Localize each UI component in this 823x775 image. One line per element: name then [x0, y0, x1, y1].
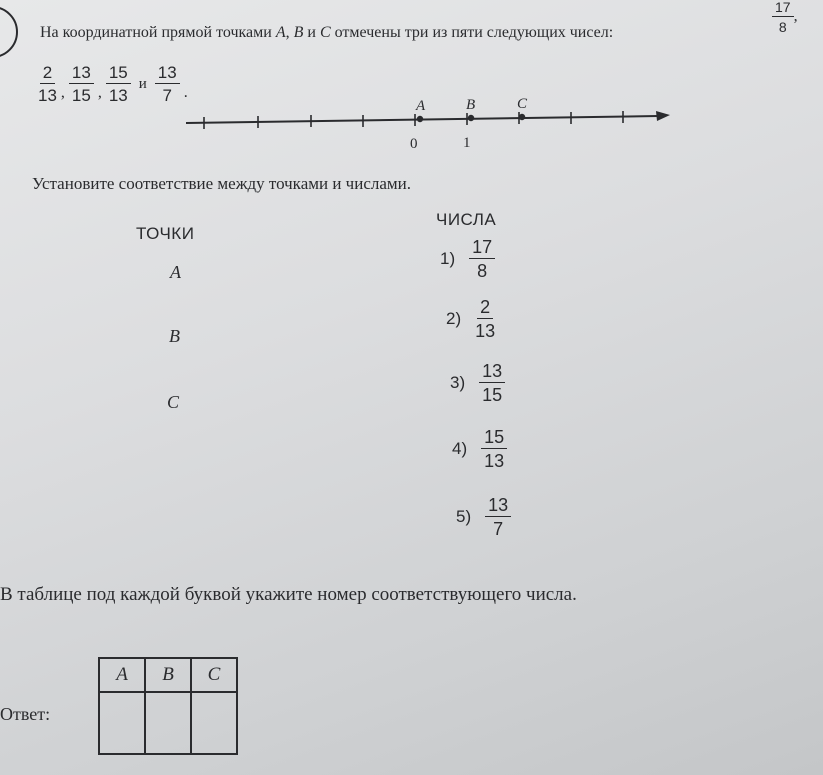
list-end: .	[183, 84, 188, 101]
answer-cell-c[interactable]	[191, 692, 237, 754]
option-fraction	[485, 496, 511, 538]
option-label: 2)	[446, 309, 462, 328]
list-number-3	[106, 64, 131, 104]
option-3	[450, 362, 505, 404]
list-separator: ,	[60, 84, 65, 101]
option-fraction	[475, 298, 495, 340]
point-c-dot	[519, 114, 525, 120]
intro-point-c: C	[319, 24, 331, 41]
intro-text-1: На координатной прямой точками	[40, 24, 272, 41]
list-number-1	[38, 64, 57, 104]
intro-comma: ,	[285, 24, 290, 41]
fraction-denominator: 8	[477, 261, 488, 281]
fraction-numerator: 13	[69, 64, 94, 84]
fraction-denominator: 13	[484, 451, 505, 471]
list-number-4	[155, 64, 180, 104]
point-b-dot	[468, 115, 474, 121]
fraction-denominator: 7	[493, 519, 504, 539]
fraction-denominator: 7	[162, 86, 172, 105]
point-c: C	[167, 392, 180, 412]
point-a-label: A	[416, 98, 426, 114]
tick-label-one: 1	[463, 135, 471, 151]
answer-header-b: B	[145, 658, 191, 692]
list-conjunction: и	[138, 75, 147, 92]
numbers-list	[38, 64, 188, 104]
fraction-numerator: 17	[772, 0, 794, 17]
task-intro	[40, 24, 613, 42]
list-number-2	[69, 64, 94, 104]
tick-label-zero: 0	[410, 136, 418, 152]
fraction-numerator: 15	[481, 428, 507, 449]
intro-text-2: отмечены три из пяти следующих чисел:	[334, 24, 614, 41]
option-fraction	[479, 362, 505, 404]
answer-table	[98, 657, 238, 755]
point-a-dot	[417, 116, 423, 122]
intro-first-number	[772, 0, 798, 34]
fraction-denominator: 13	[38, 86, 57, 105]
number-line	[180, 96, 680, 156]
answer-header-a: A	[99, 658, 145, 692]
answer-cell-a[interactable]	[99, 692, 145, 754]
intro-point-a: A	[275, 24, 286, 41]
fraction-numerator: 13	[155, 64, 180, 84]
matching-instruction: Установите соответствие между точками и числами.	[32, 174, 412, 193]
answer-cell-b[interactable]	[145, 692, 191, 754]
answer-table-header-row	[99, 658, 237, 692]
option-label: 4)	[452, 439, 468, 458]
fraction-numerator: 13	[479, 362, 505, 383]
intro-trailing-comma: ,	[793, 7, 798, 25]
fraction-denominator: 15	[71, 86, 91, 105]
option-label: 3)	[450, 373, 466, 392]
intro-and: и	[307, 24, 316, 41]
option-2	[446, 298, 495, 340]
answer-table-value-row	[99, 692, 237, 754]
option-label: 5)	[456, 507, 472, 526]
point-a: A	[170, 262, 181, 282]
option-5	[456, 496, 511, 538]
option-label: 1)	[440, 249, 456, 268]
intro-point-b: B	[293, 24, 304, 41]
fraction-denominator: 13	[475, 321, 496, 341]
fraction-denominator: 8	[778, 19, 787, 35]
task-number-circle	[0, 6, 18, 58]
option-fraction	[469, 238, 495, 280]
option-fraction	[481, 428, 507, 470]
fraction-denominator: 13	[108, 86, 128, 105]
fraction-numerator: 15	[106, 64, 131, 84]
fraction-numerator: 2	[477, 298, 493, 319]
fraction-denominator: 15	[482, 385, 503, 405]
fraction-numerator: 13	[485, 496, 511, 517]
point-c-label: C	[517, 96, 528, 112]
point-b-label: B	[466, 97, 476, 113]
answer-label: Ответ:	[0, 704, 51, 724]
point-b: B	[169, 326, 180, 346]
list-separator: ,	[97, 84, 102, 101]
numbers-column-header: ЧИСЛА	[436, 210, 497, 229]
number-line-arrow	[656, 111, 670, 121]
fraction-numerator: 2	[40, 64, 55, 84]
answer-header-c: C	[191, 658, 237, 692]
option-4	[452, 428, 507, 470]
fraction-numerator: 17	[469, 238, 495, 259]
points-column-header: ТОЧКИ	[136, 224, 195, 243]
option-1	[440, 238, 495, 280]
table-instruction: В таблице под каждой буквой укажите номер соответствующего числа.	[0, 584, 577, 605]
